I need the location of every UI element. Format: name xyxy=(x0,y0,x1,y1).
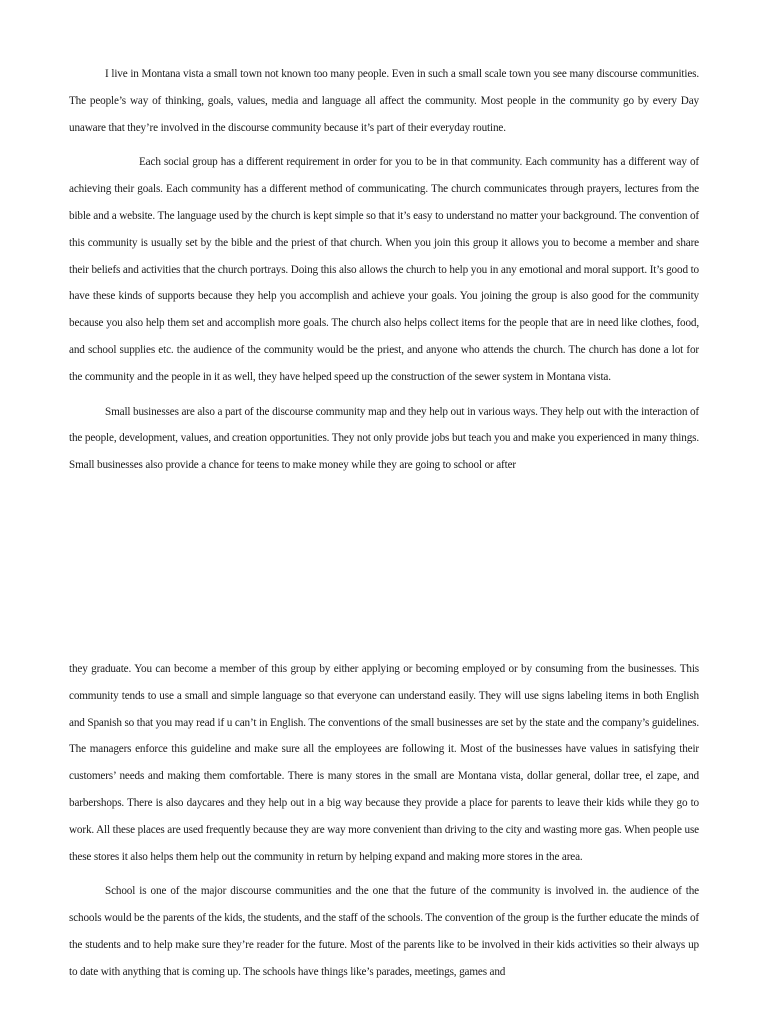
document-page-top xyxy=(69,61,699,479)
paragraph-small-businesses-continued: they graduate. You can become a member of this group by either applying or becoming employed or by consuming from the businesses. This community tends to use a small and simple language so that everyone can understand easily. They will use signs labeling items in both English and Spanish so that you may read if u can’t in English. The conventions of the small businesses are set by the state and the company’s guidelines. The managers enforce this guideline and make sure all the employees are following it. Most of the businesses have values in satisfying their customers’ needs and making them comfortable. There is many stores in the small are Montana vista, dollar general, dollar tree, el zape, and barbershops. There is also daycares and they help out in a big way because they provide a place for parents to leave their kids while they go to work. All these places are used frequently because they are way more convenient than driving to the city and wasting more gas. When people use these stores it also helps them help out the community in return by helping expand and making more stores in the area. xyxy=(69,663,699,863)
paragraph-gap xyxy=(69,141,699,149)
paragraph-gap xyxy=(69,391,699,399)
paragraph-school: School is one of the major discourse communities and the one that the future of the community is involved in. the audience of the schools would be the parents of the kids, the students, and the staff of the schools. The convention of the group is the further educate the minds of the students and to help make sure they’re reader for the future. Most of the parents like to be involved in their kids activities so their always up to date with anything that is coming up. The schools have things like’s parades, meetings, games and xyxy=(69,885,699,978)
paragraph-small-businesses: Small businesses are also a part of the discourse community map and they help out in various ways. They help out with the interaction of the people, development, values, and creation opportunities. They not only provide jobs but teach you and make you experienced in many things. Small businesses also provide a chance for teens to make money while they are going to school or after xyxy=(69,405,699,472)
paragraph-gap xyxy=(69,870,699,878)
document-page-bottom xyxy=(69,656,699,986)
paragraph-church: Each social group has a different requirement in order for you to be in that community. Each community has a different way of achieving their goals. Each community has a different method of communicating. The church communicates through prayers, lectures from the bible and a website. The language used by the church is kept simple so that it’s easy to understand no matter your background. The convention of this community is usually set by the bible and the priest of that church. When you join this group it allows you to become a member and share their beliefs and activities that the church portrays. Doing this also allows the church to help you in any emotional and moral support. It’s good to have these kinds of supports because they help you accomplish and achieve your goals. You joining the group is also good for the community because you also help them set and accomplish more goals. The church also helps collect items for the people that are in need like clothes, food, and school supplies etc. the audience of the community would be the priest, and anyone who attends the church. The church has done a lot for the community and the people in it as well, they have helped speed up the construction of the sewer system in Montana vista. xyxy=(69,156,699,383)
paragraph-intro: I live in Montana vista a small town not known too many people. Even in such a small scale town you see many discourse communities. The people’s way of thinking, goals, values, media and language all affect the community. Most people in the community go by every Day unaware that they’re involved in the discourse community because it’s part of their everyday routine. xyxy=(69,68,699,134)
